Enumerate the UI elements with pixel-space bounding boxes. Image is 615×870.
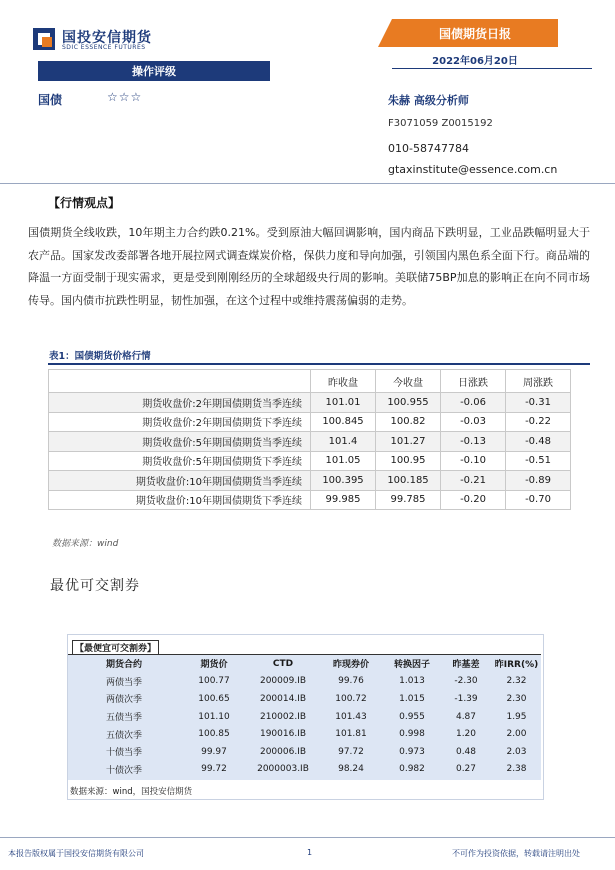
table-cell: -0.03 — [441, 412, 506, 432]
table-cell: 100.85 — [198, 729, 230, 740]
table-cell: 五债次季 — [105, 730, 142, 741]
rating-divider — [38, 80, 270, 81]
table-row — [49, 393, 571, 413]
table-cell: 期货收盘价:10年期国债期货当季连续 — [49, 471, 311, 491]
contact-phone: 010-58747784 — [388, 142, 469, 155]
table-cell: 101.27 — [376, 432, 441, 452]
table1-top-rule — [48, 363, 590, 365]
table-cell: 1.015 — [399, 693, 425, 704]
contact-email: gtaxinstitute@essence.com.cn — [388, 163, 558, 176]
table-cell: 0.998 — [399, 729, 425, 740]
table-cell: 2.03 — [506, 746, 527, 757]
table-row — [68, 743, 541, 761]
table-cell: 98.24 — [338, 764, 364, 775]
table-cell: 十债次季 — [105, 765, 142, 776]
analyst-license: F3071059 Z0015192 — [388, 118, 493, 129]
table-cell: 99.785 — [376, 490, 441, 510]
table-header-cell: 今收盘 — [376, 370, 441, 393]
table-header-cell: 昨现券价 — [332, 660, 369, 671]
table-cell: -0.20 — [441, 490, 506, 510]
table-cell: 101.43 — [335, 711, 367, 722]
table-cell: 99.985 — [311, 490, 376, 510]
table-cell: 190016.IB — [259, 729, 307, 740]
ctd-heading: 最优可交割券 — [50, 578, 140, 594]
table-cell: 100.95 — [376, 451, 441, 471]
table-cell: 期货收盘价:2年期国债期货当季连续 — [49, 393, 311, 413]
table-cell: 两债次季 — [105, 695, 142, 706]
table-cell: 期货收盘价:10年期国债期货下季连续 — [49, 490, 311, 510]
table-cell: 101.10 — [198, 711, 230, 722]
table-header-cell: 昨IRR(%) — [494, 660, 539, 671]
table-cell: -0.21 — [441, 471, 506, 491]
table-cell: -2.30 — [454, 676, 478, 687]
table-cell: 99.72 — [201, 764, 227, 775]
table-cell: 期货收盘价:2年期国债期货下季连续 — [49, 412, 311, 432]
ctd-table — [68, 655, 541, 778]
table-cell: 101.01 — [311, 393, 376, 413]
table-row — [68, 673, 541, 691]
table-row — [49, 471, 571, 491]
table-cell: 100.955 — [376, 393, 441, 413]
table-cell: 2.32 — [506, 676, 527, 687]
table-cell: 2.38 — [506, 764, 527, 775]
rating-banner: 操作评级 — [38, 61, 270, 80]
table-header-cell: 日涨跌 — [441, 370, 506, 393]
section-title: 【行情观点】 — [48, 196, 121, 210]
table-cell: 97.72 — [338, 746, 364, 757]
company-logo-icon — [33, 28, 55, 50]
footer-divider — [0, 837, 615, 838]
table-cell: 五债当季 — [105, 713, 142, 724]
table-cell: 200006.IB — [259, 746, 307, 757]
table-cell: 210002.IB — [259, 711, 307, 722]
table-row — [49, 412, 571, 432]
table-cell: 1.95 — [506, 711, 527, 722]
ctd-table-title: 【最便宜可交割券】 — [72, 640, 159, 655]
table-header-cell: 转换因子 — [393, 660, 430, 671]
table-cell: 100.395 — [311, 471, 376, 491]
table-cell: 100.77 — [198, 676, 230, 687]
table-cell: 200014.IB — [259, 693, 307, 704]
table-cell: 1.20 — [455, 729, 477, 740]
table-cell: 100.845 — [311, 412, 376, 432]
table-cell: 4.87 — [455, 711, 477, 722]
table-row — [68, 761, 541, 779]
company-name-en: SDIC ESSENCE FUTURES — [62, 44, 146, 51]
table-cell: -0.13 — [441, 432, 506, 452]
table-cell: 2000003.IB — [257, 764, 309, 775]
table-cell: 2.00 — [506, 729, 527, 740]
table-cell: 200009.IB — [259, 676, 307, 687]
table-header-cell: 昨基差 — [452, 660, 480, 671]
company-name: 国投安信期货 — [62, 30, 152, 46]
table-cell: -0.70 — [506, 490, 571, 510]
table-cell: 1.013 — [399, 676, 425, 687]
table2-source: 数据来源：wind，国投安信期货 — [70, 787, 193, 797]
report-type-banner: 国债期货日报 — [392, 19, 558, 47]
table-row — [68, 725, 541, 743]
table-header-cell: 昨收盘 — [311, 370, 376, 393]
page-number: 1 — [307, 848, 313, 857]
table-row — [49, 432, 571, 452]
table-cell: -0.06 — [441, 393, 506, 413]
table-cell: 100.82 — [376, 412, 441, 432]
table-cell: 两债当季 — [105, 677, 142, 688]
table-cell: 101.4 — [311, 432, 376, 452]
table-cell: 101.05 — [311, 451, 376, 471]
rating-stars: ☆☆☆ — [107, 90, 143, 104]
report-date: 2022年06月20日 — [432, 56, 518, 67]
table-cell: 2.30 — [506, 693, 527, 704]
table-cell: 期货收盘价:5年期国债期货下季连续 — [49, 451, 311, 471]
table-row — [68, 690, 541, 708]
table1-source: 数据来源：wind — [52, 539, 119, 549]
table-cell: 十债当季 — [105, 748, 142, 759]
table-cell: -1.39 — [454, 693, 478, 704]
table-cell: -0.22 — [506, 412, 571, 432]
table-header-cell: 周涨跌 — [506, 370, 571, 393]
header-divider — [0, 183, 615, 184]
market-view-paragraph: 国债期货全线收跌，10年期主力合约跌0.21%。受到原油大幅回调影响，国内商品下跌明显，工业品跌幅明显大于农产品。国家发改委部署各地开展拉网式调查煤炭价格，保供力度和导向加强，引领国内黑色系全面下行。商品端的降温一方面受制于现实需求，更是受到刚刚经历的全球超级央行周的影响。美联储75BP加息的影响正在向不同市场传导。国内债市抗跌性明显，韧性加强，在这个过程中或维持震荡偏弱的走势。 — [28, 226, 590, 307]
table-header-cell: 期货价 — [200, 660, 228, 671]
table-cell: 0.48 — [455, 746, 477, 757]
table-cell: 0.955 — [399, 711, 425, 722]
footer-copyright: 本报告版权属于国投安信期货有限公司 — [8, 849, 144, 858]
table-cell: 100.185 — [376, 471, 441, 491]
table-cell: 0.982 — [399, 764, 425, 775]
table-row — [68, 708, 541, 726]
footer-disclaimer: 不可作为投资依据，转载请注明出处 — [452, 849, 580, 858]
table-cell: 0.27 — [455, 764, 477, 775]
table-header-cell: 期货合约 — [105, 660, 142, 671]
table-cell: -0.31 — [506, 393, 571, 413]
table-cell: 100.65 — [198, 693, 230, 704]
table1-caption: 表1：国债期货价格行情 — [49, 351, 151, 362]
price-table — [48, 369, 571, 510]
table-row — [49, 490, 571, 510]
table-cell: -0.48 — [506, 432, 571, 452]
analyst-name: 朱赫 高级分析师 — [388, 94, 469, 107]
table-cell: 99.76 — [338, 676, 364, 687]
table-cell: 100.72 — [335, 693, 367, 704]
date-divider — [392, 68, 592, 69]
table-cell: 0.973 — [399, 746, 425, 757]
table-cell: 期货收盘价:5年期国债期货当季连续 — [49, 432, 311, 452]
table-header-cell — [49, 370, 311, 393]
table-header-cell: CTD — [272, 658, 294, 669]
table-header-row — [49, 370, 571, 393]
table-cell: -0.10 — [441, 451, 506, 471]
table-cell: -0.89 — [506, 471, 571, 491]
table-cell: 99.97 — [201, 746, 227, 757]
table-row — [49, 451, 571, 471]
table-header-row — [68, 655, 541, 673]
table-cell: -0.51 — [506, 451, 571, 471]
category-label: 国债 — [38, 93, 63, 107]
table-cell: 101.81 — [335, 729, 367, 740]
